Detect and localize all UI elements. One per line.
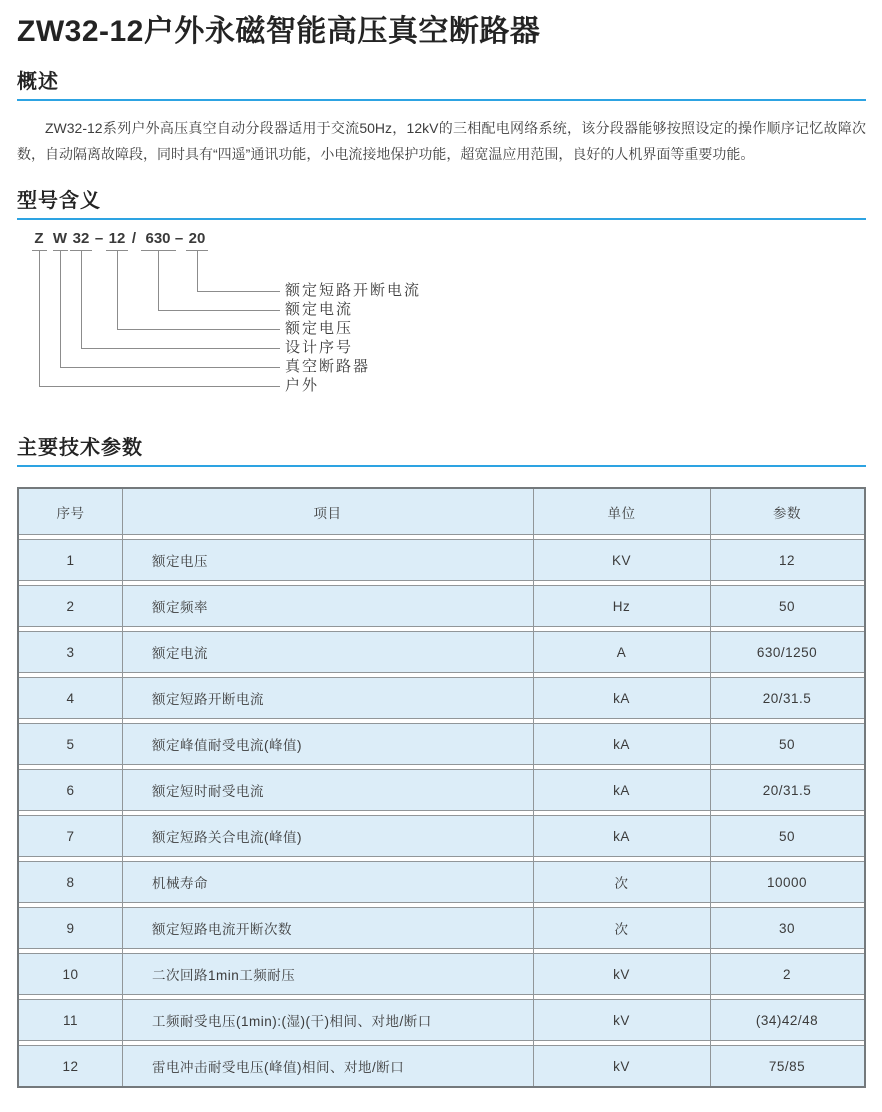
table-cell: 额定短路关合电流(峰值) bbox=[152, 830, 302, 845]
table-cell: 630/1250 bbox=[756, 644, 818, 660]
table-row bbox=[19, 631, 864, 673]
table-cell: 50 bbox=[778, 598, 796, 614]
code-part-w: W bbox=[52, 230, 68, 247]
section-heading-model bbox=[17, 189, 866, 220]
section-heading-overview bbox=[17, 70, 866, 101]
table-cell: kV bbox=[613, 966, 630, 982]
model-label-vacuum-breaker: 真空断路器 bbox=[285, 358, 371, 375]
connector-line-horizontal bbox=[39, 386, 280, 387]
table-cell: kA bbox=[613, 828, 630, 844]
table-cell: 2 bbox=[782, 966, 791, 982]
model-label-rated-voltage: 额定电压 bbox=[285, 320, 354, 337]
table-cell: 20/31.5 bbox=[762, 690, 812, 706]
table-header-item: 项目 bbox=[313, 505, 342, 521]
table-cell: 雷电冲击耐受电压(峰值)相间、对地/断口 bbox=[152, 1060, 405, 1075]
table-cell: Hz bbox=[612, 598, 631, 614]
connector-line-horizontal bbox=[158, 310, 280, 311]
model-label-design-serial: 设计序号 bbox=[285, 339, 354, 356]
table-cell: A bbox=[616, 644, 627, 660]
connector-line-vertical bbox=[117, 251, 118, 329]
table-cell: kV bbox=[613, 1058, 630, 1074]
table-cell: 额定短路开断电流 bbox=[152, 692, 264, 707]
table-cell: 工频耐受电压(1min):(湿)(干)相间、对地/断口 bbox=[152, 1014, 432, 1029]
params-table-rows bbox=[19, 539, 864, 1086]
table-header-row bbox=[19, 489, 864, 535]
table-cell: 2 bbox=[66, 598, 75, 614]
table-cell: 次 bbox=[614, 876, 629, 891]
code-separator: / bbox=[131, 230, 137, 247]
column-divider bbox=[533, 489, 534, 1086]
table-cell: 额定电流 bbox=[152, 646, 208, 661]
page-title: ZW32-12户外永磁智能高压真空断路器 bbox=[17, 15, 541, 48]
table-cell: 10 bbox=[62, 966, 79, 982]
model-heading: 型号含义 bbox=[17, 190, 101, 212]
table-cell: 20/31.5 bbox=[762, 782, 812, 798]
table-cell: 机械寿命 bbox=[152, 876, 208, 891]
table-cell: 3 bbox=[66, 644, 75, 660]
table-cell: kA bbox=[613, 782, 630, 798]
connector-line-vertical bbox=[60, 251, 61, 367]
connector-line-vertical bbox=[81, 251, 82, 348]
table-cell: 二次回路1min工频耐压 bbox=[152, 968, 296, 983]
table-cell: kV bbox=[613, 1012, 630, 1028]
table-cell: KV bbox=[611, 552, 631, 568]
model-label-outdoor: 户外 bbox=[285, 377, 320, 394]
table-cell: 额定电压 bbox=[152, 554, 208, 569]
code-part-20: 20 bbox=[188, 230, 206, 247]
code-part-32: 32 bbox=[72, 230, 90, 247]
connector-line-horizontal bbox=[81, 348, 280, 349]
table-header-unit: 单位 bbox=[607, 505, 636, 521]
table-cell: 6 bbox=[66, 782, 75, 798]
table-row bbox=[19, 677, 864, 719]
table-cell: 额定频率 bbox=[152, 600, 208, 615]
table-row bbox=[19, 999, 864, 1041]
table-cell: 12 bbox=[778, 552, 796, 568]
table-cell: 额定峰值耐受电流(峰值) bbox=[152, 738, 302, 753]
table-cell: 7 bbox=[66, 828, 75, 844]
section-heading-params bbox=[17, 436, 866, 467]
table-row bbox=[19, 861, 864, 903]
table-cell: 1 bbox=[66, 552, 75, 568]
table-cell: kA bbox=[613, 690, 630, 706]
code-part-z: Z bbox=[34, 230, 44, 247]
table-cell: 50 bbox=[778, 828, 796, 844]
column-divider bbox=[710, 489, 711, 1086]
table-cell: 额定短时耐受电流 bbox=[152, 784, 264, 799]
table-row bbox=[19, 723, 864, 765]
code-separator: – bbox=[174, 230, 184, 247]
table-row bbox=[19, 953, 864, 995]
table-header-index: 序号 bbox=[56, 505, 85, 521]
table-cell: 12 bbox=[62, 1058, 79, 1074]
table-cell: 次 bbox=[614, 922, 629, 937]
table-cell: 11 bbox=[62, 1012, 78, 1028]
connector-line-vertical bbox=[158, 251, 159, 310]
table-cell: 额定短路电流开断次数 bbox=[152, 922, 292, 937]
model-code-diagram bbox=[32, 230, 866, 400]
table-row bbox=[19, 907, 864, 949]
model-label-rated-current: 额定电流 bbox=[285, 301, 354, 318]
table-row bbox=[19, 769, 864, 811]
code-part-630: 630 bbox=[145, 230, 171, 247]
overview-heading: 概述 bbox=[17, 71, 59, 93]
table-cell: 30 bbox=[778, 920, 796, 936]
params-table bbox=[17, 487, 866, 1088]
code-part-12: 12 bbox=[108, 230, 126, 247]
table-cell: 75/85 bbox=[768, 1058, 806, 1074]
table-row bbox=[19, 1045, 864, 1086]
table-header-parameter: 参数 bbox=[773, 505, 801, 521]
connector-line-horizontal bbox=[60, 367, 280, 368]
connector-line-horizontal bbox=[197, 291, 280, 292]
table-cell: kA bbox=[613, 736, 630, 752]
table-row bbox=[19, 539, 864, 581]
column-divider bbox=[122, 489, 123, 1086]
model-label-breaking-current: 额定短路开断电流 bbox=[285, 282, 422, 299]
params-heading: 主要技术参数 bbox=[17, 437, 143, 459]
table-cell: 10000 bbox=[766, 874, 808, 890]
table-cell: 50 bbox=[778, 736, 796, 752]
table-cell: 8 bbox=[66, 874, 75, 890]
table-cell: (34)42/48 bbox=[755, 1012, 819, 1028]
table-cell: 5 bbox=[66, 736, 75, 752]
connector-line-vertical bbox=[39, 251, 40, 386]
table-cell: 4 bbox=[66, 690, 75, 706]
table-row bbox=[19, 585, 864, 627]
table-row bbox=[19, 815, 864, 857]
table-cell: 9 bbox=[66, 920, 75, 936]
connector-line-horizontal bbox=[117, 329, 280, 330]
connector-line-vertical bbox=[197, 251, 198, 291]
code-separator: – bbox=[94, 230, 104, 247]
overview-paragraph: ZW32-12系列户外高压真空自动分段器适用于交流50Hz，12kV的三相配电网络系统，该分段器能够按照设定的操作顺序记忆故障次数，自动隔离故障段，同时具有“四遥”通讯功能，小电流接地保护功能，超宽温应用范围，良好的人机界面等重要功能。 bbox=[17, 120, 866, 162]
